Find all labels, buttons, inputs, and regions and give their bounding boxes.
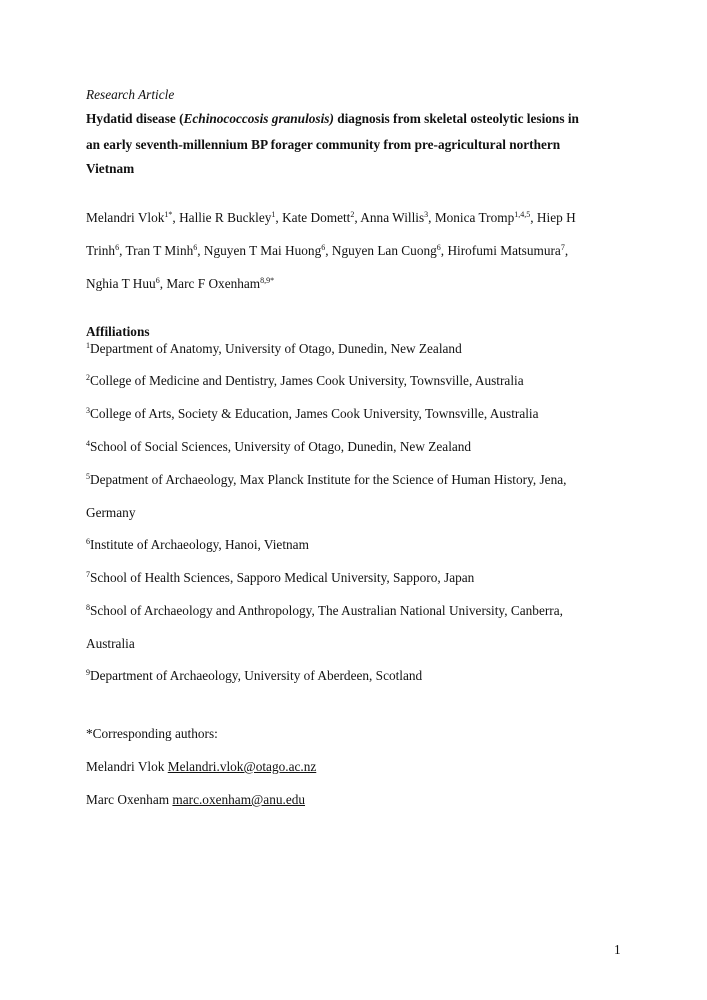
author-affil-sup: 6: [321, 243, 326, 252]
author-name: Tran T Minh: [125, 243, 194, 258]
affiliation-continuation: Germany: [86, 505, 136, 520]
page-number: 1: [614, 942, 621, 957]
title-line-2: an early seventh-millennium BP forager community from pre-agricultural northern: [86, 137, 561, 152]
author-name: Kate Domett: [282, 210, 351, 225]
affiliation-item: [86, 341, 462, 357]
author-affil-sup: 1*: [164, 210, 173, 219]
author-affil-sup: 1: [271, 210, 276, 219]
author-name: Trinh: [86, 243, 116, 258]
author-name: Melandri Vlok: [86, 210, 165, 225]
affiliation-text: Department of Anatomy, University of Otago, Dunedin, New Zealand: [90, 341, 462, 356]
affiliation-item: [86, 373, 524, 389]
affiliation-item: [86, 603, 563, 619]
author-separator: ,: [159, 276, 167, 291]
corresponding-name: Melandri Vlok: [86, 759, 165, 774]
title-line-3: Vietnam: [86, 161, 135, 176]
author-affil-sup: 8,9*: [260, 276, 275, 285]
author-name: Marc F Oxenham: [166, 276, 261, 291]
affiliation-number: 8: [86, 603, 90, 612]
author-separator: ,: [325, 243, 332, 258]
author-name: Monica Tromp: [434, 210, 515, 225]
affiliation-item: [86, 537, 309, 553]
email-link[interactable]: marc.oxenham@anu.edu: [172, 792, 306, 807]
author-affil-sup: 6: [193, 243, 198, 252]
title-species: Echinococcosis granulosis): [183, 111, 334, 126]
affiliations-heading: Affiliations: [86, 324, 150, 339]
author-separator: ,: [440, 243, 448, 258]
author-affil-sup: 7: [560, 243, 565, 252]
author-affil-sup: 1,4,5: [514, 210, 531, 219]
author-separator: ,: [172, 210, 180, 225]
author-line-3: [86, 276, 274, 292]
author-name: Hirofumi Matsumura: [447, 243, 561, 258]
corresponding-entry: [86, 759, 316, 775]
author-name: Nguyen T Mai Huong: [203, 243, 322, 258]
author-separator: ,: [564, 243, 569, 258]
corresponding-name: Marc Oxenham: [86, 792, 170, 807]
affiliation-item: [86, 439, 471, 455]
title-line-1: [86, 111, 579, 127]
author-affil-sup: 6: [155, 276, 160, 285]
author-affil-sup: 6: [115, 243, 120, 252]
author-line-1: [86, 210, 576, 226]
affiliation-number: 4: [86, 439, 90, 448]
affiliation-text: Department of Archaeology, University of Aberdeen, Scotland: [90, 668, 423, 683]
affiliation-number: 3: [86, 406, 90, 415]
affiliation-item: [86, 668, 422, 684]
affiliation-item: [86, 472, 566, 488]
affiliation-item: [86, 406, 539, 422]
affiliation-text: Depatment of Archaeology, Max Planck Institute for the Science of Human History, Jena,: [90, 472, 567, 487]
author-name: Nguyen Lan Cuong: [331, 243, 437, 258]
email-link[interactable]: Melandri.vlok@otago.ac.nz: [167, 759, 317, 774]
author-separator: ,: [354, 210, 361, 225]
affiliation-number: 5: [86, 472, 90, 481]
author-name: Hallie R Buckley: [179, 210, 272, 225]
author-affil-sup: 3: [424, 210, 429, 219]
title-line-1-post: diagnosis from skeletal osteolytic lesions in: [333, 111, 579, 126]
author-name: Anna Willis: [360, 210, 425, 225]
affiliation-text: College of Arts, Society & Education, James Cook University, Townsville, Australia: [90, 406, 539, 421]
affiliation-text: Institute of Archaeology, Hanoi, Vietnam: [90, 537, 309, 552]
author-separator: ,: [119, 243, 126, 258]
affiliation-number: 9: [86, 668, 90, 677]
article-type: Research Article: [86, 87, 175, 102]
title-line-1-pre: Hydatid disease (: [86, 111, 184, 126]
affiliation-text: School of Health Sciences, Sapporo Medical University, Sapporo, Japan: [90, 570, 475, 585]
author-affil-sup: 2: [350, 210, 355, 219]
author-line-2: [86, 243, 568, 259]
author-separator: ,: [275, 210, 283, 225]
affiliation-number: 7: [86, 570, 90, 579]
affiliation-text: School of Archaeology and Anthropology, The Australian National University, Canberra,: [90, 603, 563, 618]
author-separator: , Hiep H: [530, 210, 576, 225]
affiliation-number: 6: [86, 537, 90, 546]
affiliation-item: [86, 570, 474, 586]
author-separator: ,: [197, 243, 204, 258]
author-name: Nghia T Huu: [86, 276, 156, 291]
affiliation-continuation: Australia: [86, 636, 135, 651]
corresponding-heading: *Corresponding authors:: [86, 726, 218, 741]
affiliation-text: College of Medicine and Dentistry, James Cook University, Townsville, Australia: [90, 373, 524, 388]
author-affil-sup: 6: [436, 243, 441, 252]
author-separator: ,: [428, 210, 435, 225]
affiliation-number: 2: [86, 373, 90, 382]
affiliation-number: 1: [86, 341, 90, 350]
affiliation-text: School of Social Sciences, University of Otago, Dunedin, New Zealand: [90, 439, 472, 454]
corresponding-entry: [86, 792, 305, 808]
